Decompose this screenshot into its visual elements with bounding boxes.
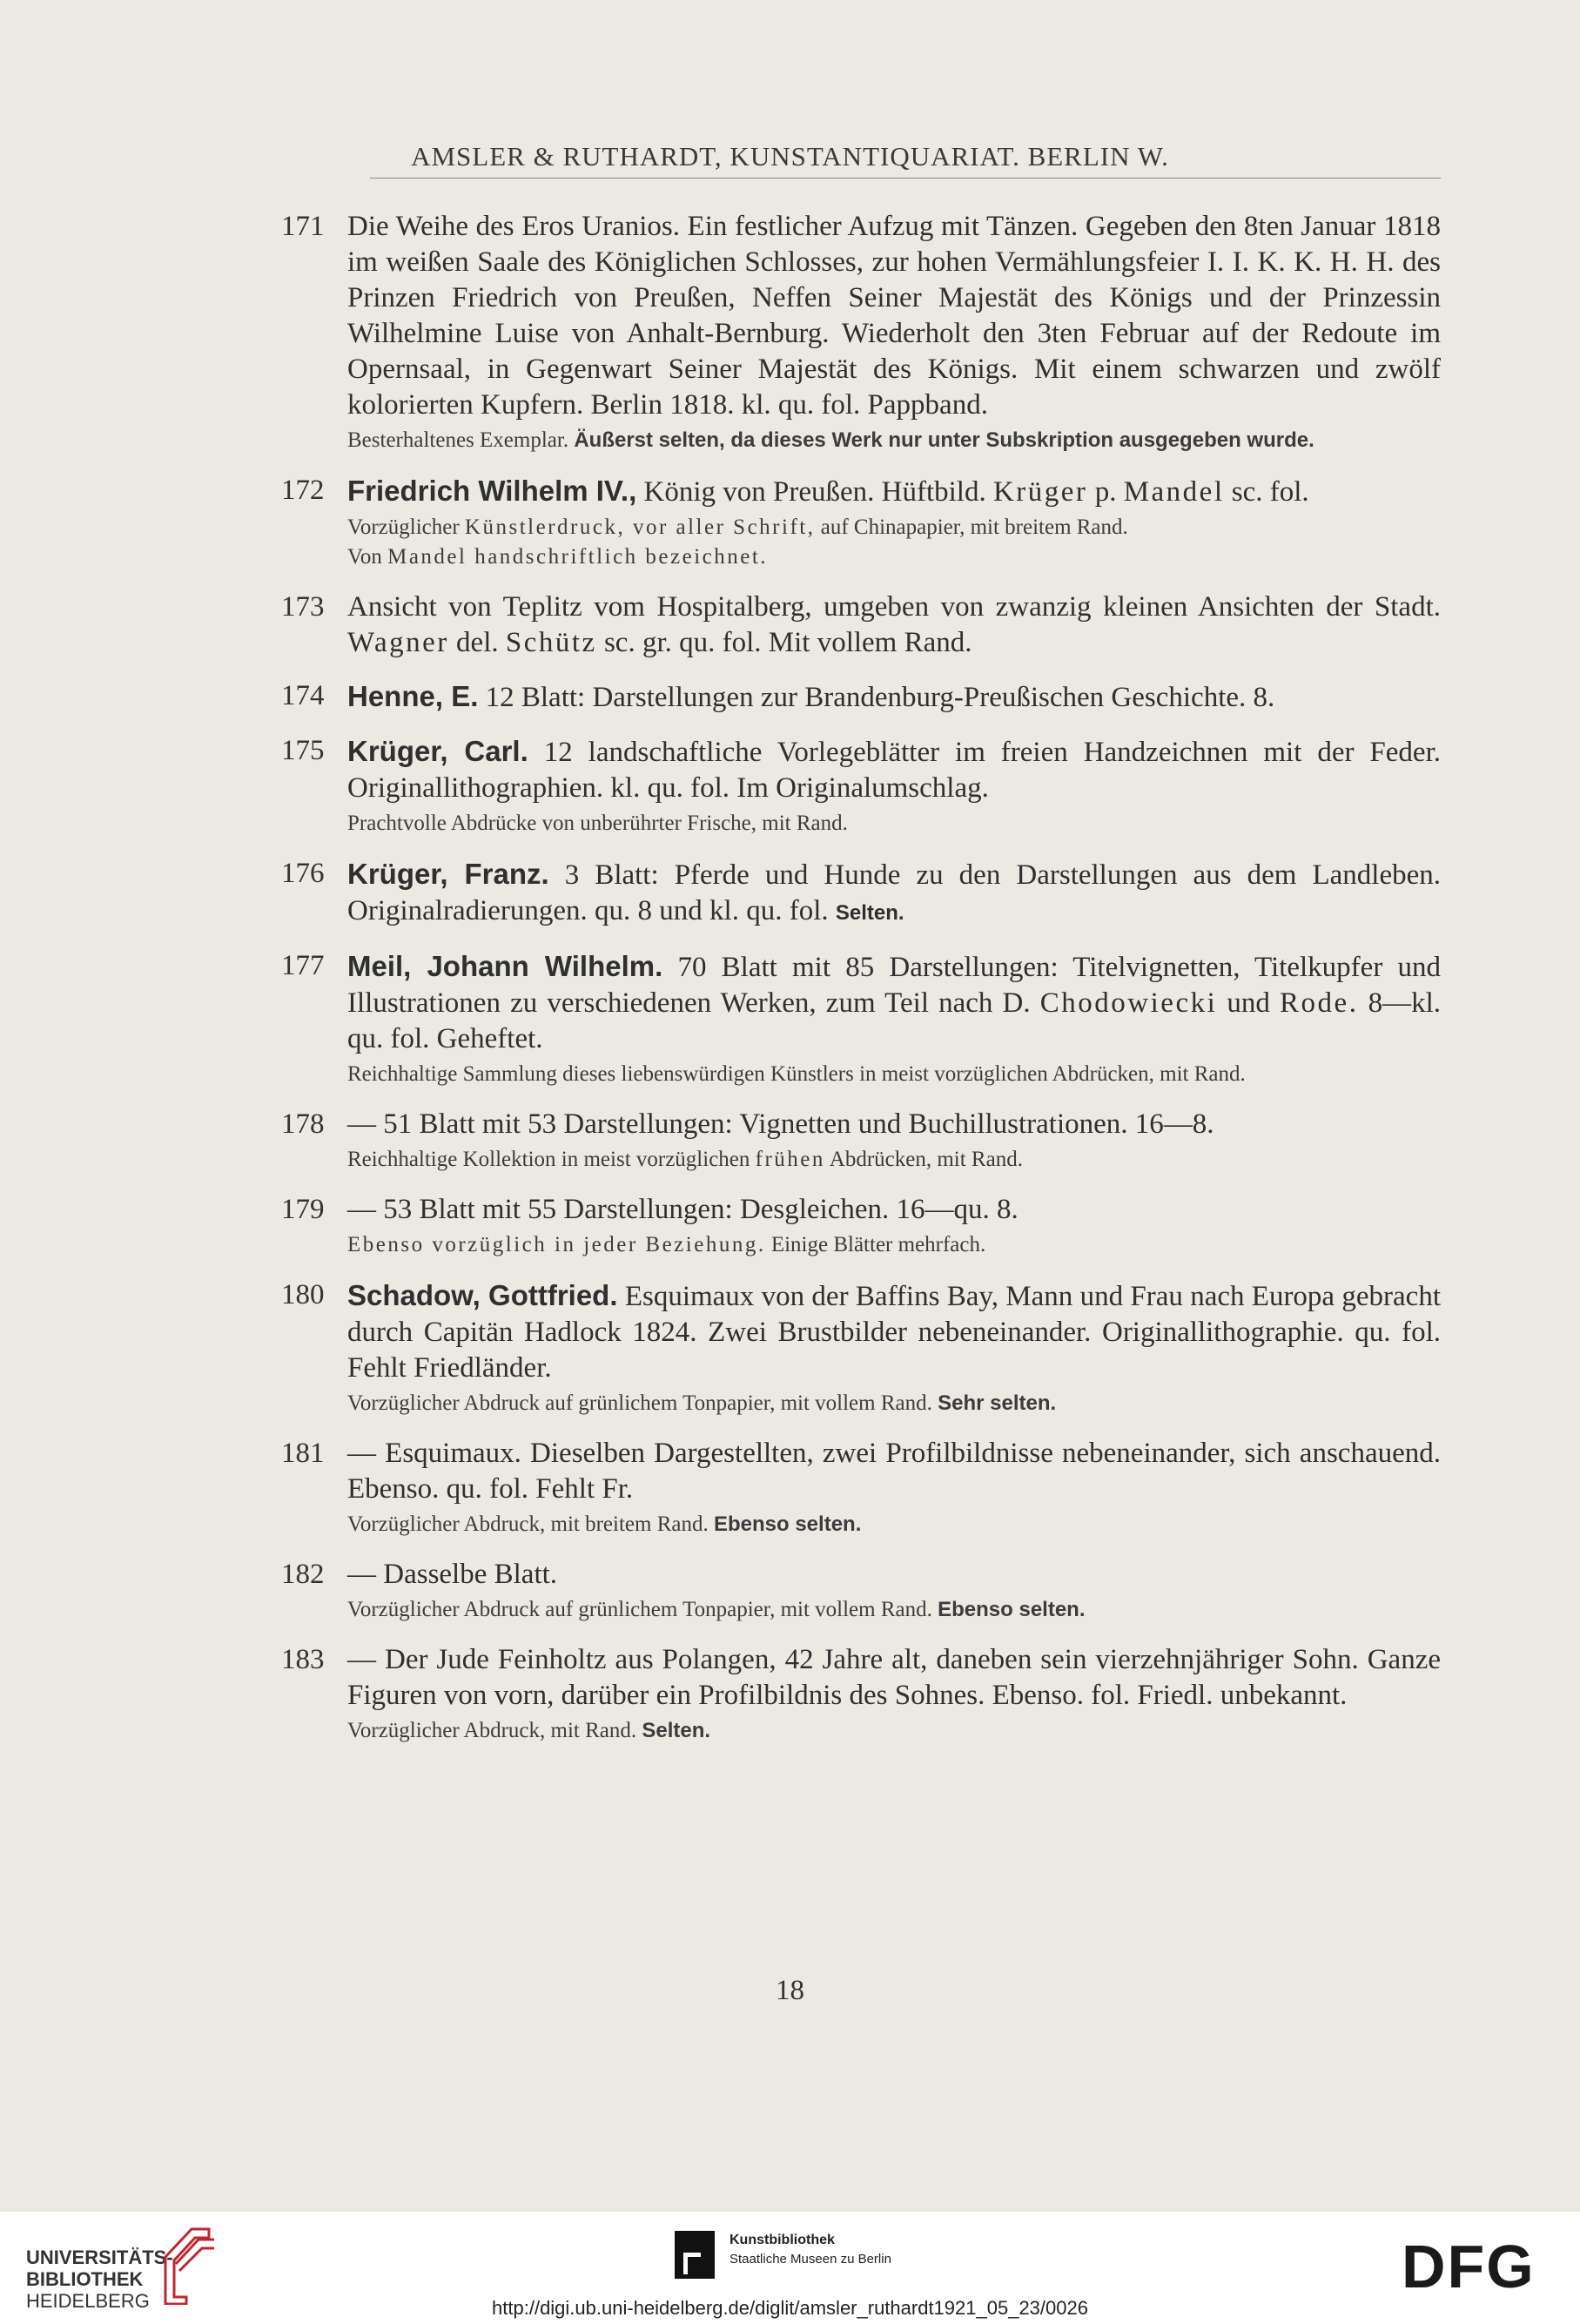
entry-note: Reichhaltige Kollektion in meist vorzüglichen frühen Abdrücken, mit Rand.: [347, 1148, 1023, 1171]
entry-note: Vorzüglicher Abdruck auf grünlichem Tonpapier, mit vollem Rand. Sehr selten.: [347, 1391, 1057, 1415]
entry-note: Reichhaltige Sammlung dieses liebenswürdigen Künstlers in meist vorzüglichen Abdrücken, mit Rand.: [347, 1062, 1246, 1086]
entry-description: Ansicht von Teplitz vom Hospitalberg, umgeben von zwanzig kleinen Ansichten der Stadt. Wagner del. Schütz sc. gr. qu. fol. Mit vollem Rand.: [347, 591, 1441, 658]
entry-description: — Esquimaux. Dieselben Dargestellten, zwei Profilbildnisse nebeneinander, sich anschauend. Ebenso. qu. fol. Fehlt Fr.: [347, 1438, 1441, 1505]
catalog-entry-182: [281, 1557, 1441, 1625]
rarity-remark: Sehr selten.: [938, 1391, 1057, 1415]
catalog-entry-181: [281, 1436, 1441, 1539]
rarity-remark: Ebenso selten.: [938, 1598, 1086, 1621]
artist-name: Meil, Johann Wilhelm.: [347, 950, 663, 982]
ub-heidelberg-mark-icon: [157, 2222, 218, 2305]
artist-name: Friedrich Wilhelm IV.,: [347, 475, 637, 507]
catalog-entry-180: [281, 1277, 1441, 1418]
entry-description: Krüger, Franz. 3 Blatt: Pferde und Hunde zu den Darstellungen aus dem Landleben. Originalradierungen. qu. 8 und kl. qu. fol. Selten.: [347, 858, 1441, 926]
catalog-entry-175: [281, 733, 1441, 839]
entry-note: Vorzüglicher Abdruck auf grünlichem Tonpapier, mit vollem Rand. Ebenso selten.: [347, 1598, 1086, 1621]
library-name-line3: HEIDELBERG: [26, 2290, 150, 2312]
entry-description: Die Weihe des Eros Uranios. Ein festlicher Aufzug mit Tänzen. Gegeben den 8ten Januar 1818 im weißen Saale des Königlichen Schlosses, zur hohen Vermählungsfeier I. I. K. K. H. H. des Prinzen Friedrich von Preußen, Neffen Seiner Majestät des Königs und der Prinzessin Wilhelmine Luise von Anhalt-Bernburg. Wiederholt den 3ten Februar auf der Redoute im Opernsaal, in Gegenwart Seiner Majestät des Königs. Mit einem schwarzen und zwölf kolorierten Kupfern. Berlin 1818. kl. qu. fol. Pappband.: [347, 211, 1441, 421]
entry-number: 173: [281, 591, 325, 623]
entry-number: 183: [281, 1644, 325, 1675]
entry-number: 181: [281, 1438, 325, 1469]
catalog-entry-172: [281, 473, 1441, 572]
rarity-remark: Ebenso selten.: [713, 1512, 862, 1536]
entry-number: 179: [281, 1194, 325, 1225]
entry-description: Schadow, Gottfried. Esquimaux von der Baffins Bay, Mann und Frau nach Europa gebracht durch Capitän Hadlock 1824. Zwei Brustbilder nebeneinander. Originallithographie. qu. fol. Fehlt Friedländer.: [347, 1279, 1441, 1384]
entry-description: Henne, E. 12 Blatt: Darstellungen zur Brandenburg-Preußischen Geschichte. 8.: [347, 680, 1275, 713]
entry-note: Prachtvolle Abdrücke von unberührter Frische, mit Rand.: [347, 812, 848, 835]
entry-note: Vorzüglicher Abdruck, mit Rand. Selten.: [347, 1719, 711, 1742]
header-rule: [370, 178, 1441, 179]
entry-number: 176: [281, 858, 325, 889]
page-number: 18: [776, 1975, 804, 2006]
entry-description: — Dasselbe Blatt.: [347, 1559, 558, 1590]
rarity-remark: Äußerst selten, da dieses Werk nur unter Subskription ausgegeben wurde.: [574, 428, 1314, 452]
catalog-entry-178: [281, 1107, 1441, 1175]
entry-number: 182: [281, 1559, 325, 1590]
artist-name: Henne, E.: [347, 680, 479, 712]
entry-number: 174: [281, 680, 325, 711]
catalog-entry-179: [281, 1192, 1441, 1260]
entry-number: 178: [281, 1108, 325, 1140]
artist-name: Schadow, Gottfried.: [347, 1279, 618, 1311]
rarity-remark: Selten.: [642, 1719, 711, 1742]
library-name-line1: UNIVERSITÄTS-: [26, 2247, 173, 2268]
entry-note: Ebenso vorzüglich in jeder Beziehung. Einige Blätter mehrfach.: [347, 1233, 986, 1256]
artist-name: Krüger, Franz.: [347, 858, 549, 890]
entry-description: Meil, Johann Wilhelm. 70 Blatt mit 85 Darstellungen: Titelvignetten, Titelkupfer und Illustrationen zu verschiedenen Werken, zum Teil nach D. Chodowiecki und Rode. 8—kl. qu. fol. Geheftet.: [347, 950, 1442, 1054]
catalog-entry-171: [281, 209, 1441, 455]
entry-description: Friedrich Wilhelm IV., König von Preußen. Hüftbild. Krüger p. Mandel sc. fol.: [347, 475, 1309, 508]
kunstbibliothek-logo-icon: [675, 2231, 715, 2279]
entry-description: Krüger, Carl. 12 landschaftliche Vorlegeblätter im freien Handzeichnen mit der Feder. Originallithographien. kl. qu. fol. Im Originalumschlag.: [347, 735, 1441, 804]
source-url-link[interactable]: http://digi.ub.uni-heidelberg.de/diglit/amsler_ruthardt1921_05_23/0026: [492, 2297, 1088, 2319]
entry-note: Vorzüglicher Abdruck, mit breitem Rand. Ebenso selten.: [347, 1512, 862, 1536]
entry-description: — 53 Blatt mit 55 Darstellungen: Desgleichen. 16—qu. 8.: [347, 1194, 1019, 1225]
artist-name: Krüger, Carl.: [347, 735, 528, 767]
entry-note: Besterhaltenes Exemplar. Äußerst selten, da dieses Werk nur unter Subskription ausgegeben wurde.: [347, 428, 1314, 452]
entry-number: 177: [281, 950, 325, 981]
library-name-line2: BIBLIOTHEK: [26, 2268, 144, 2290]
entry-number: 172: [281, 475, 325, 506]
entry-number: 171: [281, 211, 325, 242]
entry-number: 175: [281, 735, 325, 766]
entry-description: — Der Jude Feinholtz aus Polangen, 42 Jahre alt, daneben sein vierzehnjähriger Sohn. Ganze Figuren von vorn, darüber ein Profilbildnis des Sohnes. Ebenso. fol. Friedl. unbekannt.: [347, 1644, 1441, 1711]
catalog-entry-173: [281, 589, 1441, 661]
dfg-logo[interactable]: DFG: [1402, 2233, 1536, 2300]
catalog-entry-183: [281, 1642, 1441, 1746]
catalog-entry-177: [281, 948, 1441, 1089]
entry-note: Vorzüglicher Künstlerdruck, vor aller Schrift, auf Chinapapier, mit breitem Rand. Von Mandel handschriftlich bezeichnet.: [347, 515, 1128, 569]
kunstbibliothek-label[interactable]: Kunstbibliothek Staatliche Museen zu Berlin: [729, 2233, 891, 2267]
entry-description: — 51 Blatt mit 53 Darstellungen: Vignetten und Buchillustrationen. 16—8.: [347, 1108, 1214, 1140]
catalog-entry-176: [281, 856, 1441, 931]
catalog-entry-174: [281, 678, 1441, 716]
catalog-entries: [281, 209, 1441, 1763]
page-header: AMSLER & RUTHARDT, KUNSTANTIQUARIAT. BERLIN W.: [411, 141, 1169, 172]
rarity-remark: Selten.: [835, 901, 904, 925]
entry-number: 180: [281, 1279, 325, 1310]
